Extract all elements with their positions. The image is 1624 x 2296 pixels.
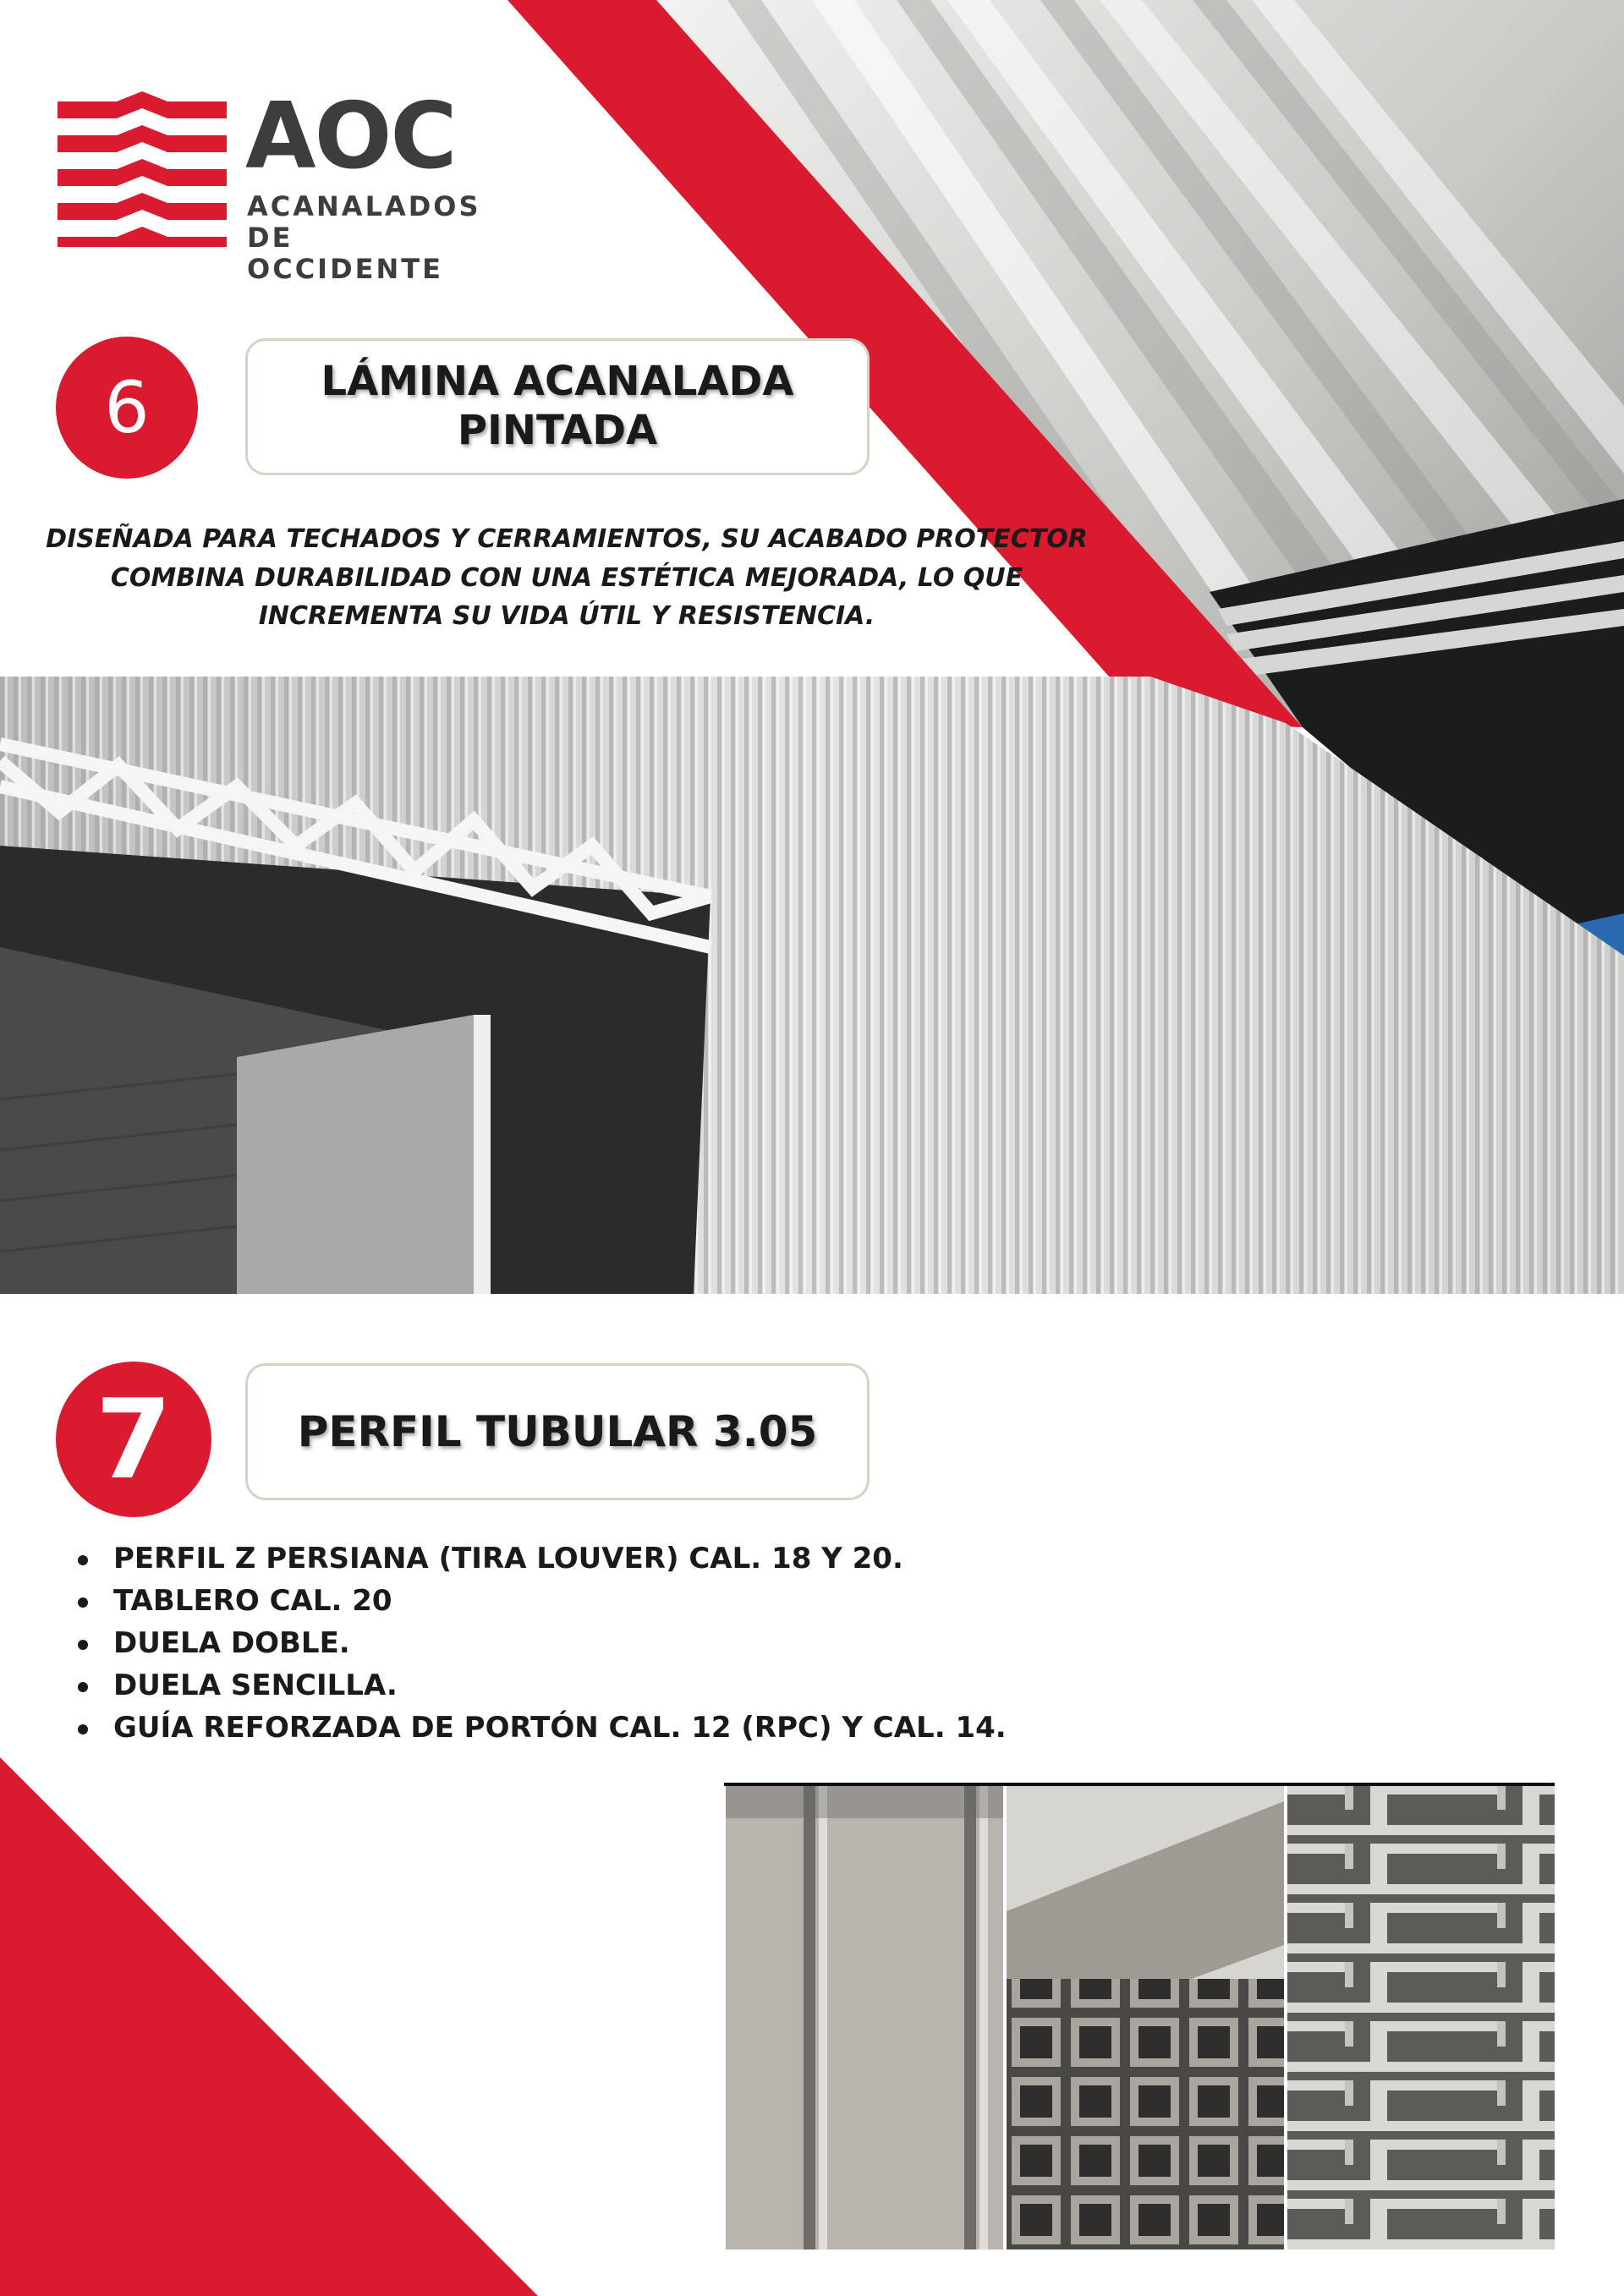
brand-name: AOC — [245, 84, 456, 189]
list-item: TABLERO CAL. 20 — [78, 1580, 1007, 1622]
section-7-number-badge: 7 — [56, 1362, 211, 1517]
section-6-description: DISEÑADA PARA TECHADOS Y CERRAMIENTOS, SU ACABADO PROTECTOR COMBINA DURABILIDAD CON UNA ESTÉTICA MEJORADA, LO QUE INCREMENTA SU VIDA ÚTIL Y RESISTENCIA. — [46, 524, 1088, 632]
section-7-title: PERFIL TUBULAR 3.05 — [245, 1363, 870, 1500]
tubular-profiles-photo — [1007, 1784, 1284, 2249]
list-item: PERFIL Z PERSIANA (TIRA LOUVER) CAL. 18 Y 20. — [78, 1537, 1007, 1580]
profile-sheets-photo — [726, 1784, 1003, 2249]
section-7-product-list — [78, 1537, 1007, 1749]
section-6-number-badge: 6 — [56, 337, 198, 479]
brand-tagline — [247, 191, 497, 284]
brand-logo — [58, 84, 497, 285]
brand-tagline-line1: ACANALADOS — [247, 190, 481, 222]
product-photo-collage — [724, 1781, 1555, 2251]
list-item: DUELA DOBLE. — [78, 1622, 1007, 1664]
section-6-title: LÁMINA ACANALADA PINTADA — [245, 338, 870, 475]
red-corner-triangle — [0, 1757, 538, 2296]
logo-mark-icon — [58, 91, 227, 252]
guide-profiles-photo — [1287, 1784, 1555, 2249]
list-item: DUELA SENCILLA. — [78, 1664, 1007, 1707]
brand-tagline-line2: DE OCCIDENTE — [247, 221, 443, 285]
list-item: GUÍA REFORZADA DE PORTÓN CAL. 12 (RPC) Y CAL. 14. — [78, 1707, 1007, 1749]
